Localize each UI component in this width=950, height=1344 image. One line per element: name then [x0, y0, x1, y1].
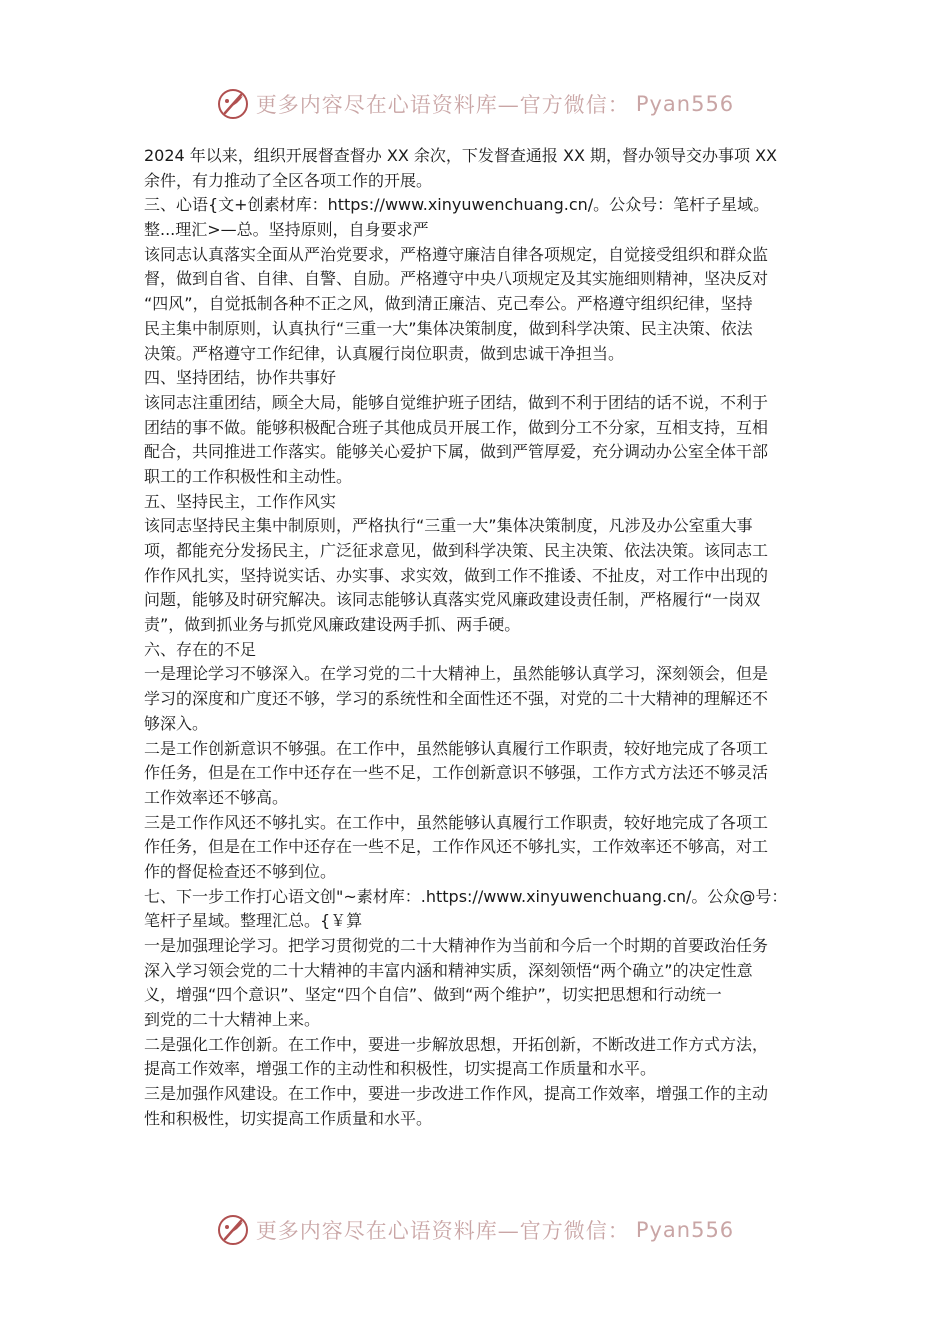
text-line: 配合，共同推进工作落实。能够关心爱护下属，做到严管厚爱，充分调动办公室全体干部 — [144, 442, 769, 462]
text-line: 一是加强理论学习。把学习贯彻党的二十大精神作为当前和今后一个时期的首要政治任务 — [144, 936, 769, 955]
text-line: 二是工作创新意识不够强。在工作中，虽然能够认真履行工作职责，较好地完成了各项工 — [144, 738, 769, 758]
text-line: 民主集中制原则，认真执行“三重一大”集体决策制度，做到科学决策、民主决策、依法 — [144, 318, 753, 338]
text-line: 问题，能够及时研究解决。该同志能够认真落实党风廉政建设责任制，严格履行“一岗双 — [144, 590, 761, 610]
quill-logo-icon — [216, 1213, 250, 1247]
text-line: 六、存在的不足 — [144, 639, 257, 659]
text-line: 团结的事不做。能够积极配合班子其他成员开展工作，做到分工不分家，互相支持，互相 — [144, 417, 769, 437]
text-line: 笔杆子星域。整理汇总。{￥算 — [144, 911, 363, 931]
watermark-wechat-id: Pyan556 — [635, 1218, 735, 1242]
text-line: 作任务，但是在工作中还存在一些不足，工作创新意识不够强，工作方式方法还不够灵活 — [144, 763, 769, 783]
text-line: 一是理论学习不够深入。在学习党的二十大精神上，虽然能够认真学习，深刻领会，但是 — [144, 664, 769, 684]
text-line: 责”，做到抓业务与抓党风廉政建设两手抓、两手硬。 — [144, 615, 521, 635]
text-line: 项，都能充分发扬民主，广泛征求意见，做到科学决策、民主决策、依法决策。该同志工 — [144, 541, 769, 560]
text-line: 决策。严格遵守工作纪律，认真履行岗位职责，做到忠诚干净担当。 — [144, 343, 625, 363]
text-line: 二是强化工作创新。在工作中，要进一步解放思想，开拓创新，不断改进工作方式方法， — [144, 1034, 769, 1054]
text-line: 作作风扎实，坚持说实话、办实事、求实效，做到工作不推诿、不扯皮，对工作中出现的 — [144, 565, 769, 585]
text-line: 2024 年以来，组织开展督查督办 XX 余次，下发督查通报 XX 期，督办领导交办事项 XX — [144, 146, 778, 165]
text-line: 深入学习领会党的二十大精神的丰富内涵和精神实质，深刻领悟“两个确立”的决定性意 — [144, 960, 753, 980]
text-line: 该同志坚持民主集中制原则，严格执行“三重一大”集体决策制度，凡涉及办公室重大事 — [144, 516, 753, 536]
text-line: 提高工作效率，增强工作的主动性和积极性，切实提高工作质量和水平。 — [144, 1059, 657, 1079]
text-line: 该同志认真落实全面从严治党要求，严格遵守廉洁自律各项规定，自觉接受组织和群众监 — [144, 244, 769, 264]
document-body — [144, 144, 808, 1132]
text-line: 五、坚持民主，工作作风实 — [144, 491, 337, 511]
text-line: 该同志注重团结，顾全大局，能够自觉维护班子团结，做到不利于团结的话不说，不利于 — [144, 392, 769, 412]
text-line: 义，增强“四个意识”、坚定“四个自信”、做到“两个维护”，切实把思想和行动统一 — [144, 985, 722, 1005]
text-line: 作任务，但是在工作中还存在一些不足，工作作风还不够扎实，工作效率还不够高，对工 — [144, 837, 769, 857]
text-line: 七、下一步工作打心语文创"~素材库：.https://www.xinyuwenchuang.cn/。公众@号： — [144, 886, 788, 906]
watermark-wechat-id: Pyan556 — [635, 92, 735, 116]
header-watermark — [0, 84, 950, 124]
footer-watermark — [0, 1210, 950, 1250]
text-line: 整...理汇>—总。坚持原则，自身要求严 — [144, 220, 429, 240]
text-line: 够深入。 — [144, 713, 209, 733]
quill-logo-icon — [216, 87, 250, 121]
text-line: 三是工作作风还不够扎实。在工作中，虽然能够认真履行工作职责，较好地完成了各项工 — [144, 812, 769, 832]
text-line: 职工的工作积极性和主动性。 — [144, 466, 353, 486]
text-line: 作的督促检查还不够到位。 — [144, 861, 337, 881]
text-line: 三是加强作风建设。在工作中，要进一步改进工作作风，提高工作效率，增强工作的主动 — [144, 1084, 769, 1104]
watermark-text: 更多内容尽在心语资料库—官方微信： — [255, 1219, 630, 1243]
text-line: 余件，有力推动了全区各项工作的开展。 — [144, 170, 433, 190]
text-line: 工作效率还不够高。 — [144, 787, 289, 807]
watermark-text: 更多内容尽在心语资料库—官方微信： — [255, 93, 630, 117]
text-line: 学习的深度和广度还不够，学习的系统性和全面性还不强，对党的二十大精神的理解还不 — [144, 689, 769, 709]
text-line: 三、心语{文+创素材库：https://www.xinyuwenchuang.cn/。公众号：笔杆子星域。 — [144, 195, 770, 215]
text-line: “四风”，自觉抵制各种不正之风，做到清正廉洁、克己奉公。严格遵守组织纪律，坚持 — [144, 294, 753, 314]
text-line: 四、坚持团结，协作共事好 — [144, 368, 337, 388]
text-line: 督，做到自省、自律、自警、自励。严格遵守中央八项规定及其实施细则精神，坚决反对 — [144, 269, 769, 289]
text-line: 到党的二十大精神上来。 — [144, 1010, 321, 1030]
text-line: 性和积极性，切实提高工作质量和水平。 — [144, 1108, 433, 1128]
